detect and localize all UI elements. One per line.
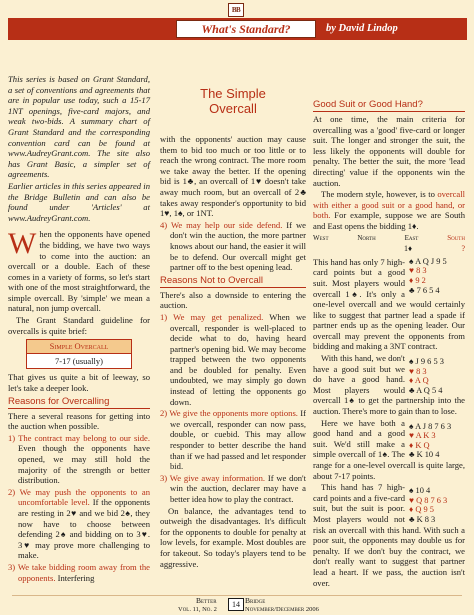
article-title: What's Standard?: [176, 20, 316, 38]
bid-west: [313, 244, 351, 255]
body-paragraph: Here we have both a good hand and a good suit. We'd still make a simple overcall of 1♠. The range for a one-level overcall is quite large, about 7-17 points.: [313, 417, 465, 481]
list-item: 1) We may get penalized. When we overcall, responder is well-placed to decide what to do, having heard partner's opening bid. We may become trapped between the two opponents and be doubled for penalty. Even undoubted, we may simply go down instead of letting the opponents go down.: [160, 311, 306, 407]
footer-brand-right: Bridge: [245, 596, 266, 605]
body-paragraph: The Grant Standard guideline for overcalls is quite brief:: [8, 315, 150, 336]
body-paragraph: This hand has 7 high-card points and a five-card suit, but the suit is poor. Most players would not risk an overcall with this hand. With such a poor suit, the opponents may double us for penalty. If we don't buy the contract, we don't really want to suggest that partner lead a heart. If we pass, the auction isn't over.: [313, 482, 465, 588]
body-paragraph: On balance, the advantages tend to outweigh the disadvantages. It's difficult for the opponents to double for penalty at low levels, for example. Most doubles are for takeout. So today's players tend to be aggressive.: [160, 505, 306, 569]
hand-diagram-3: ♠ A J 8 7 6 3 ♥ A K 3 ♦ K Q ♣ K 10 4: [409, 421, 452, 460]
body-paragraph: The modern style, however, is to overcall with either a good suit or a good hand, or both. For example, suppose we are South and East opens the bidding 1♦.: [313, 189, 465, 231]
series-intro: This series is based on Grant Standard, a set of conventions and agreements that are in popular use today, such a 15-17 1NT openings, five-card majors, and weak two-bids. A summary chart of Grant Standard and the corresponding convention card can be found at www.AudreyGrant.com. The site also has Grant Basic, a simpler set of agreements.: [8, 74, 150, 180]
section-heading-good-suit: Good Suit or Good Hand?: [313, 99, 465, 112]
page-number: 14: [228, 598, 244, 611]
column-2: [160, 86, 306, 570]
auction-row: [313, 244, 465, 255]
drop-cap: W: [8, 227, 37, 261]
body-paragraph: There a several reasons for getting into the auction when possible.: [8, 410, 150, 432]
body-paragraph: with the opponents' auction may cause them to bid too much or too little or to reach the wrong contract. The more room we take away the better. If the opening bid is 1♣, an overcall of 1♥ doesn't take away much room, but an overcall of 2♣ takes away responder's opportunity to bid 1♥, 1♠, or 1NT.: [160, 134, 306, 219]
body-paragraph: That gives us quite a bit of leeway, so let's take a deeper look.: [8, 372, 150, 394]
section-title-line-1: The Simple: [200, 86, 266, 101]
reasons-list-continued: [160, 220, 306, 273]
magazine-logo: BB: [228, 3, 244, 17]
footer-volume: Vol. 11, No. 2: [178, 606, 217, 613]
hand-diagram-2: ♠ J 9 6 5 3 ♥ 8 3 ♦ A Q ♣ A Q 5 4: [409, 357, 444, 395]
column-1: [8, 74, 150, 584]
footer-divider: [12, 595, 462, 596]
bid-south: ?: [461, 244, 465, 254]
list-item: 2) We may push the opponents to an uncomfortable level. If the opponents are resting in 2♥ and we bid 2♠, they now have to choose between defending 2♠ and bidding on to 3♥. 3♥ may prove more challenging to make.: [8, 486, 151, 561]
section-heading-risks: Reasons Not to Overcall: [160, 275, 306, 288]
seat-label-north: North: [357, 233, 376, 242]
bid-north: [351, 244, 389, 255]
list-item: 4) We may help our side defend. If we don't win the auction, the more partner knows about our hand, the easier it will be to defend. Our overcall might get partner off to the best opening lead.: [160, 219, 306, 273]
series-earlier-articles: Earlier articles in this series appeared in the Bridge Bulletin and can also be found under 'Articles' at www.AudreyGrant.com.: [8, 180, 150, 223]
title-banner: [8, 18, 467, 40]
list-item: 2) We give the opponents more options. If we overcall, responder can now pass, double, or cuebid. This may allow responder to better describe the hand than if we had passed and let responder bid.: [160, 408, 306, 472]
seat-label-west: West: [313, 233, 329, 242]
auction-header: [313, 233, 465, 244]
body-paragraph: At one time, the main criteria for overcalling was a 'good' five-card or longer suit. The longer and stronger the suit, the less likely the opponents will double for penalty. The better the suit, the more 'lead directing' value if the opponents win the auction.: [313, 114, 465, 188]
column-3: [313, 97, 465, 589]
bid-east: 1♦: [403, 244, 413, 254]
body-paragraph: hen the opponents have opened the bidding, we have two ways to come into the auction: an overcall or a double. Each of these comes in a variety of forms, so let's start with one of the most straightforward, the simple overcall. By 'simple' we mean a natural, non jump overcall.: [8, 229, 150, 314]
reasons-list: [8, 433, 150, 583]
guideline-box: [26, 339, 132, 369]
guideline-box-value: 7-17 (usually): [55, 355, 103, 366]
hand-diagram-1: ♠ A Q J 9 5 ♥ 8 3 ♦ 9 2 ♣ 7 6 5 4: [409, 256, 447, 295]
seat-label-south: South: [447, 233, 465, 242]
section-heading-reasons: Reasons for Overcalling: [8, 396, 150, 409]
list-item: 3) We take bidding room away from the opponents. Interfering: [8, 561, 150, 583]
body-paragraph: There's also a downside to entering the auction.: [160, 289, 306, 311]
footer-date: November/December 2006: [245, 606, 319, 613]
body-paragraph: With this hand, we don't have a good suit but we do have a good hand. Most players would overcall 1♠ to get the partnership into the auction. There's more to gain than to lose.: [313, 353, 465, 417]
footer-brand-left: Better: [196, 596, 217, 605]
author-byline: by David Lindop: [326, 23, 398, 34]
list-item: 1) The contract may belong to our side. Even though the opponents have opened, we may still hold the majority of the strength or better distribution.: [8, 432, 150, 486]
list-item: 3) We give away information. If we don't win the auction, declarer may have a better idea how to play the contract.: [160, 472, 306, 504]
body-paragraph: This hand has only 7 high-card points but a good suit. Most players would overcall 1♠. It's only a one-level overcall and we would certainly like to suggest that partner lead a spade if partner ends up as the opening leader. Our overcall may prevent the opponents from bidding and making a 3NT contract.: [313, 256, 465, 352]
seat-label-east: East: [404, 233, 419, 242]
section-title-line-2: Overcall: [209, 101, 257, 116]
risks-list: [160, 312, 306, 505]
hand-diagram-4: ♠ 10 4 ♥ Q 8 7 6 3 ♦ Q 9 5 ♣ K 8 3: [409, 486, 448, 524]
guideline-box-heading: Simple Overcall: [27, 340, 131, 354]
